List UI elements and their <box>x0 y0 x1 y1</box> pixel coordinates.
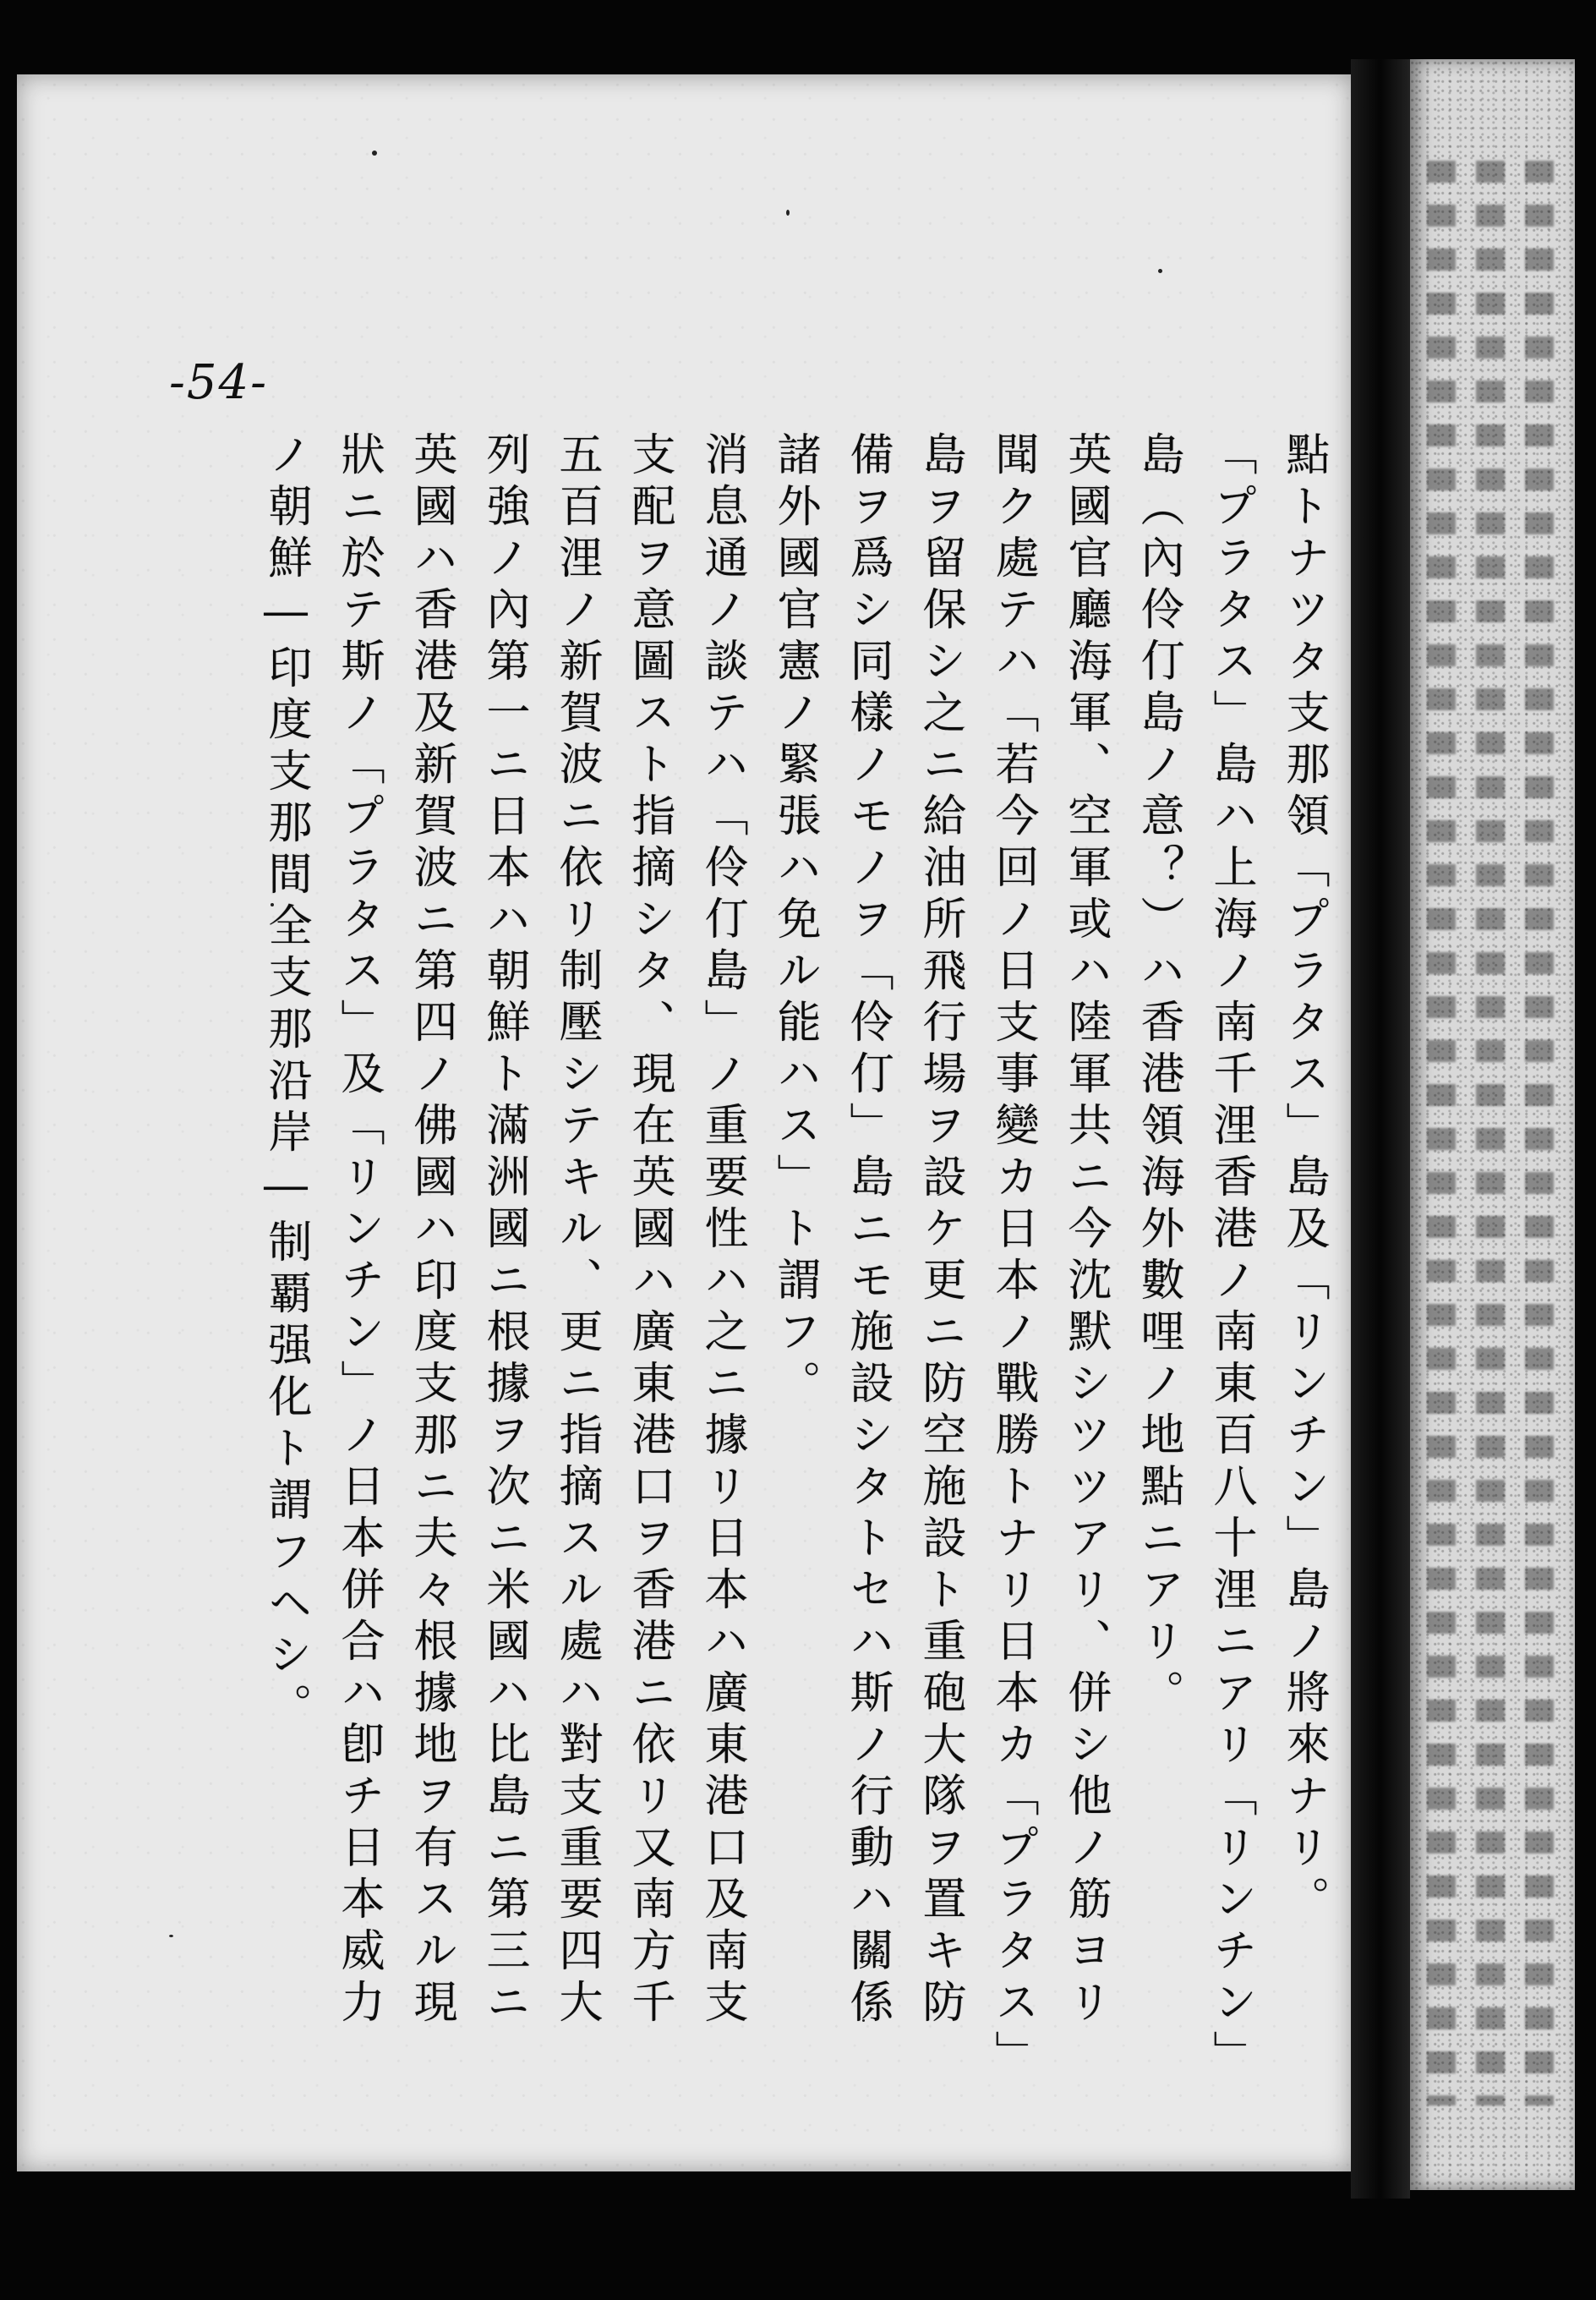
text-column-1: 點トナツタ支那領「プラタス」島及「リンチン」島ノ將來ナリ。 <box>1278 431 1329 1927</box>
facing-page-text-shadow <box>1525 161 1554 2106</box>
text-column-4: 英國官廳海軍、空軍或ハ陸軍共ニ今沈默シツツアリ、併シ他ノ筋ヨリ <box>1060 431 1111 2030</box>
text-column-2: 「プラタス」島ハ上海ノ南千浬香港ノ南東百八十浬ニアリ「リンチン」 <box>1205 431 1256 2082</box>
facing-page-text-shadow <box>1427 161 1456 2106</box>
text-column-7: 備ヲ爲シ同樣ノモノヲ「伶仃」島ニモ施設シタトセハ斯ノ行動ハ關係 <box>842 431 893 2030</box>
text-column-3: 島（內伶仃島ノ意？）ハ香港領海外數哩ノ地點ニアリ。 <box>1133 431 1183 1721</box>
facing-page-text-shadow <box>1476 161 1505 2106</box>
text-column-6: 島ヲ留保シ之ニ給油所飛行場ヲ設ケ更ニ防空施設ト重砲大隊ヲ置キ防 <box>915 431 965 2030</box>
facing-page-edge <box>1410 59 1575 2190</box>
page-number: -54- <box>169 355 269 410</box>
book-gutter <box>1351 59 1410 2199</box>
text-column-8: 諸外國官憲ノ緊張ハ免ル能ハス」ト謂フ。 <box>769 431 820 1411</box>
text-column-13: 英國ハ香港及新賀波ニ第四ノ佛國ハ印度支那ニ夫々根據地ヲ有スル現 <box>406 431 456 2030</box>
text-column-10: 支配ヲ意圖スト指摘シタ、現在英國ハ廣東港口ヲ香港ニ依リ又南方千 <box>624 431 675 2030</box>
text-column-15: ノ朝鮮―印度支那間全支那沿岸―制覇强化ト謂フヘシ。 <box>260 431 311 1734</box>
vertical-text-body <box>165 431 1340 2148</box>
text-column-12: 列強ノ內第一ニ日本ハ朝鮮ト滿洲國ニ根據ヲ次ニ米國ハ比島ニ第三ニ <box>478 431 529 2030</box>
text-column-5: 聞ク處テハ「若今回ノ日支事變カ日本ノ戰勝トナリ日本カ「プラタス」 <box>987 431 1038 2082</box>
text-column-9: 消息通ノ談テハ「伶仃島」ノ重要性ハ之ニ據リ日本ハ廣東港口及南支 <box>697 431 747 2030</box>
text-column-11: 五百浬ノ新賀波ニ依リ制壓シテキル、更ニ指摘スル處ハ對支重要四大 <box>551 431 602 2030</box>
text-column-14: 狀ニ於テ斯ノ「プラタス」及「リンチン」ノ日本併合ハ卽チ日本威力 <box>333 431 384 2030</box>
